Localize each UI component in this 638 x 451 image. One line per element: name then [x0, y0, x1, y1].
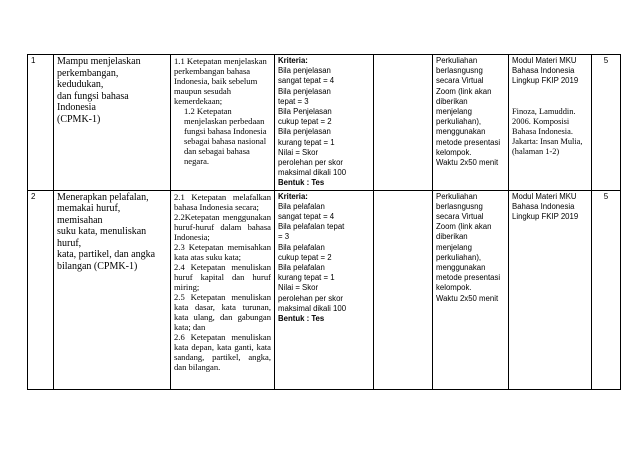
criteria-cell: [275, 190, 374, 389]
criteria-line: Bila pelafalan: [278, 242, 325, 252]
method-line: Perkuliahan: [436, 56, 478, 65]
criteria-line: tepat = 3: [278, 96, 309, 106]
criteria-line: cukup tepat = 2: [278, 117, 332, 127]
rps-table: [27, 54, 621, 390]
criteria-line: Bila penjelasan: [278, 86, 331, 96]
method-line: secara Virtual: [436, 212, 484, 222]
reference-line: Bahasa Indonesia.: [512, 126, 573, 136]
method-line: metode presentasi: [436, 273, 501, 283]
method-line: Waktu 2x50 menit: [436, 158, 499, 168]
criteria-line: perolehan per skor: [278, 158, 344, 168]
indicator-line: 1.1 Ketepatan menjelaskan: [174, 56, 267, 66]
reference-line: 2006. Komposisi: [512, 116, 570, 126]
indicator-sub-block: [174, 106, 271, 166]
reference-line: Jakarta: Insan Mulia,: [512, 136, 583, 146]
method-line: Zoom (link akan: [436, 86, 492, 96]
reference-line: Bahasa Indonesia: [512, 66, 575, 76]
criteria-line: Bila Penjelasan: [278, 107, 332, 117]
learning-outcome-line: Mampu menjelaskan: [57, 56, 141, 67]
learning-outcome-line: bilangan (CPMK-1): [57, 260, 138, 272]
indicator-line: 2.2Ketepatan menggunakan huruf-huruf dalam bahasa Indonesia;: [174, 211, 271, 242]
criteria-line: Bila pelafalan: [278, 263, 325, 273]
learning-outcome-line: (CPMK-1): [57, 113, 101, 125]
row-number-cell: [28, 190, 54, 389]
method-cell: [433, 190, 509, 389]
indicator-line: negara.: [184, 156, 210, 166]
indicator-line: maupun sesudah: [174, 86, 232, 96]
reference-primary: [512, 56, 588, 87]
reference-line: Bahasa Indonesia: [512, 201, 575, 211]
weight-cell: [592, 190, 621, 389]
indicator-line: sebagai bahasa nasional: [184, 136, 267, 146]
indicator-line: kemerdekaan;: [174, 96, 223, 106]
row-number: 1: [31, 56, 36, 65]
indicator-cell: [171, 55, 275, 191]
learning-outcome-line: memakai huruf, memisahan: [57, 203, 121, 226]
indicator-cell: [171, 190, 275, 389]
method-line: menggunakan: [436, 127, 486, 137]
reference-cell: [509, 190, 592, 389]
method-line: berlasngusng: [436, 201, 483, 211]
learning-outcome-cell: [54, 55, 171, 191]
criteria-line: Bila penjelasan: [278, 66, 331, 76]
indicator-line: menjelaskan perbedaan: [184, 116, 265, 126]
method-line: metode presentasi: [436, 137, 501, 147]
criteria-line: maksimal dikali 100: [278, 168, 347, 178]
criteria-line: Bila pelafalan tepat: [278, 222, 345, 232]
weight-value: 5: [603, 191, 609, 201]
reference-line: Modul Materi MKU: [512, 191, 577, 201]
indicator-line: 2.5 Ketepatan menuliskan kata dasar, kata turunan, kata ulang, dan gabungan kata; dan: [174, 291, 271, 332]
method-line: perkuliahan),: [436, 252, 482, 262]
indicator-line: fungsi bahasa Indonesia: [184, 126, 267, 136]
indicator-line: perkembangan bahasa: [174, 66, 251, 76]
method-line: secara Virtual: [436, 76, 484, 86]
criteria-line: cukup tepat = 2: [278, 252, 332, 262]
method-cell: [433, 55, 509, 191]
criteria-line: Bila penjelasan: [278, 127, 331, 137]
method-line: diberikan: [436, 96, 468, 106]
criteria-line: maksimal dikali 100: [278, 303, 347, 313]
method-line: Perkuliahan: [436, 191, 478, 201]
method-line: perkuliahan),: [436, 117, 482, 127]
indicator-line: dan sebagai bahasa: [184, 146, 250, 156]
learning-outcome-line: Menerapkan pelafalan,: [57, 191, 149, 203]
learning-outcome-cell: [54, 190, 171, 389]
learning-outcome-line: suku kata, menuliskan huruf,: [57, 226, 147, 249]
indicator-line: 2.1 Ketepatan melafalkan bahasa Indonesia secara;: [174, 191, 271, 212]
criteria-line: sangat tepat = 4: [278, 212, 335, 222]
reference-cell: [509, 55, 592, 191]
criteria-title: Kriteria:: [278, 56, 308, 65]
assessment-form: Bentuk : Tes: [278, 314, 325, 324]
indicator-line: Indonesia, baik sebelum: [174, 76, 258, 86]
reference-secondary: [512, 107, 588, 157]
method-line: menjelang: [436, 107, 472, 117]
empty-cell: [374, 55, 433, 191]
row-number-cell: [28, 55, 54, 191]
learning-outcome-line: perkembangan, kedudukan,: [57, 67, 119, 90]
criteria-line: sangat tepat = 4: [278, 76, 335, 86]
reference-line: (halaman 1-2): [512, 146, 560, 156]
table-row: [28, 190, 621, 389]
criteria-cell: [275, 55, 374, 191]
learning-outcome-line: kata, partikel, dan angka: [57, 249, 156, 261]
criteria-line: Nilai = Skor: [278, 283, 319, 293]
criteria-line: Bila pelafalan: [278, 201, 325, 211]
weight-value: 5: [603, 56, 609, 65]
table-row: [28, 55, 621, 191]
method-line: kelompok.: [436, 283, 472, 293]
criteria-title: Kriteria:: [278, 191, 308, 201]
criteria-line: kurang tepat = 1: [278, 137, 335, 147]
method-line: diberikan: [436, 232, 468, 242]
criteria-line: perolehan per skor: [278, 293, 344, 303]
indicator-line: 2.3 Ketepatan memisahkan kata atas suku kata;: [174, 241, 271, 262]
reference-line: Lingkup FKIP 2019: [512, 76, 579, 86]
method-line: menggunakan: [436, 263, 486, 273]
indicator-line: 1.2 Ketepatan: [184, 106, 232, 116]
reference-line: Modul Materi MKU: [512, 56, 577, 65]
method-line: Zoom (link akan: [436, 222, 492, 232]
indicator-line: 2.6 Ketepatan menuliskan kata depan, kata ganti, kata sandang, partikel, angka, dan bilangan.: [174, 331, 271, 372]
indicator-line: 2.4 Ketepatan menuliskan huruf kapital dan huruf miring;: [174, 261, 271, 292]
row-number: 2: [31, 191, 36, 201]
criteria-line: = 3: [278, 232, 290, 242]
criteria-line: kurang tepat = 1: [278, 273, 335, 283]
method-line: menjelang: [436, 242, 472, 252]
assessment-form: Bentuk : Tes: [278, 178, 325, 188]
reference-line: Finoza, Lamuddin.: [512, 106, 576, 116]
reference-line: Lingkup FKIP 2019: [512, 212, 579, 222]
learning-outcome-line: dan fungsi bahasa Indonesia: [57, 90, 129, 113]
criteria-line: Nilai = Skor: [278, 147, 319, 157]
method-line: Waktu 2x50 menit: [436, 293, 499, 303]
reference-spacer: [512, 87, 588, 107]
empty-cell: [374, 190, 433, 389]
method-line: kelompok.: [436, 147, 472, 157]
method-line: berlasngusng: [436, 66, 483, 76]
weight-cell: [592, 55, 621, 191]
